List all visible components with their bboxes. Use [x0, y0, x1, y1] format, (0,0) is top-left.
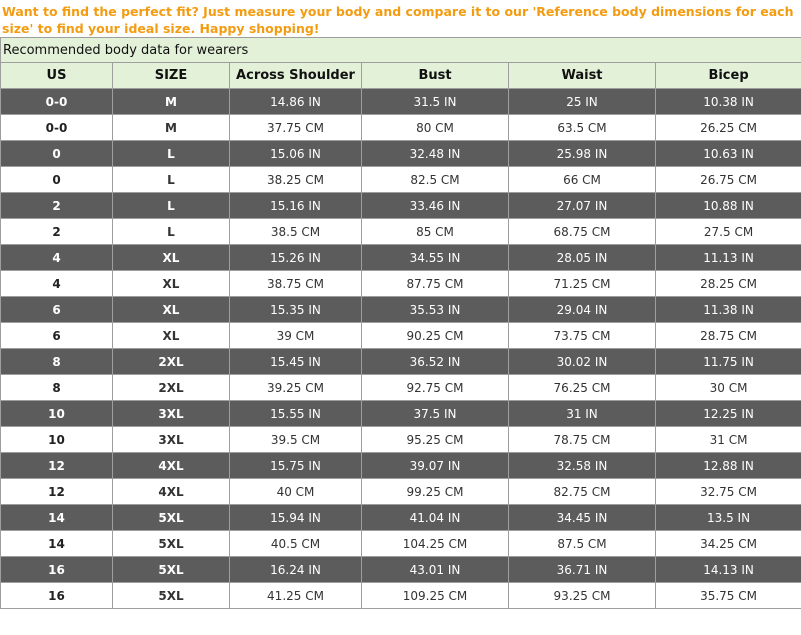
table-caption-row: [1, 38, 801, 63]
waist-cell: 36.71 IN: [509, 557, 656, 583]
bicep-cell: 10.88 IN: [656, 193, 801, 219]
us-cell: 8: [1, 349, 113, 375]
size-cell: 5XL: [113, 557, 230, 583]
waist-cell: 30.02 IN: [509, 349, 656, 375]
table-row: [1, 323, 801, 349]
bicep-cell: 12.25 IN: [656, 401, 801, 427]
column-header-us: US: [1, 63, 113, 89]
table-row: [1, 167, 801, 193]
bust-cell: 39.07 IN: [362, 453, 509, 479]
us-cell: 0: [1, 141, 113, 167]
bust-cell: 82.5 CM: [362, 167, 509, 193]
bust-cell: 104.25 CM: [362, 531, 509, 557]
us-cell: 4: [1, 271, 113, 297]
bicep-cell: 10.38 IN: [656, 89, 801, 115]
bust-cell: 35.53 IN: [362, 297, 509, 323]
us-cell: 14: [1, 531, 113, 557]
bust-cell: 43.01 IN: [362, 557, 509, 583]
bust-cell: 31.5 IN: [362, 89, 509, 115]
size-cell: 3XL: [113, 401, 230, 427]
bust-cell: 34.55 IN: [362, 245, 509, 271]
column-header-bust: Bust: [362, 63, 509, 89]
waist-cell: 31 IN: [509, 401, 656, 427]
across-shoulder-cell: 15.94 IN: [230, 505, 362, 531]
size-cell: 5XL: [113, 583, 230, 609]
us-cell: 10: [1, 401, 113, 427]
table-row: [1, 583, 801, 609]
across-shoulder-cell: 15.26 IN: [230, 245, 362, 271]
bust-cell: 36.52 IN: [362, 349, 509, 375]
bust-cell: 80 CM: [362, 115, 509, 141]
bicep-cell: 11.13 IN: [656, 245, 801, 271]
bicep-cell: 35.75 CM: [656, 583, 801, 609]
across-shoulder-cell: 38.75 CM: [230, 271, 362, 297]
bust-cell: 37.5 IN: [362, 401, 509, 427]
across-shoulder-cell: 15.06 IN: [230, 141, 362, 167]
waist-cell: 29.04 IN: [509, 297, 656, 323]
table-row: [1, 271, 801, 297]
us-cell: 0: [1, 167, 113, 193]
bust-cell: 32.48 IN: [362, 141, 509, 167]
waist-cell: 71.25 CM: [509, 271, 656, 297]
table-row: [1, 219, 801, 245]
waist-cell: 25.98 IN: [509, 141, 656, 167]
table-row: [1, 115, 801, 141]
bust-cell: 95.25 CM: [362, 427, 509, 453]
size-cell: 4XL: [113, 479, 230, 505]
column-header-size: SIZE: [113, 63, 230, 89]
size-cell: 3XL: [113, 427, 230, 453]
table-row: [1, 349, 801, 375]
bicep-cell: 28.25 CM: [656, 271, 801, 297]
size-cell: XL: [113, 323, 230, 349]
across-shoulder-cell: 39 CM: [230, 323, 362, 349]
across-shoulder-cell: 41.25 CM: [230, 583, 362, 609]
us-cell: 2: [1, 219, 113, 245]
us-cell: 16: [1, 557, 113, 583]
waist-cell: 82.75 CM: [509, 479, 656, 505]
across-shoulder-cell: 14.86 IN: [230, 89, 362, 115]
bust-cell: 33.46 IN: [362, 193, 509, 219]
waist-cell: 93.25 CM: [509, 583, 656, 609]
bust-cell: 109.25 CM: [362, 583, 509, 609]
bicep-cell: 11.75 IN: [656, 349, 801, 375]
waist-cell: 78.75 CM: [509, 427, 656, 453]
across-shoulder-cell: 40.5 CM: [230, 531, 362, 557]
table-row: [1, 453, 801, 479]
bicep-cell: 14.13 IN: [656, 557, 801, 583]
size-cell: M: [113, 89, 230, 115]
waist-cell: 87.5 CM: [509, 531, 656, 557]
size-cell: XL: [113, 297, 230, 323]
column-header-across-shoulder: Across Shoulder: [230, 63, 362, 89]
bicep-cell: 32.75 CM: [656, 479, 801, 505]
size-cell: 5XL: [113, 505, 230, 531]
column-header-waist: Waist: [509, 63, 656, 89]
waist-cell: 34.45 IN: [509, 505, 656, 531]
waist-cell: 66 CM: [509, 167, 656, 193]
waist-cell: 32.58 IN: [509, 453, 656, 479]
size-cell: L: [113, 219, 230, 245]
bicep-cell: 27.5 CM: [656, 219, 801, 245]
size-cell: 2XL: [113, 349, 230, 375]
bust-cell: 99.25 CM: [362, 479, 509, 505]
size-cell: L: [113, 193, 230, 219]
us-cell: 2: [1, 193, 113, 219]
table-row: [1, 427, 801, 453]
size-cell: 5XL: [113, 531, 230, 557]
size-cell: L: [113, 167, 230, 193]
us-cell: 6: [1, 323, 113, 349]
size-chart-table: [0, 37, 801, 609]
across-shoulder-cell: 38.5 CM: [230, 219, 362, 245]
waist-cell: 27.07 IN: [509, 193, 656, 219]
bicep-cell: 30 CM: [656, 375, 801, 401]
table-row: [1, 531, 801, 557]
bicep-cell: 34.25 CM: [656, 531, 801, 557]
waist-cell: 76.25 CM: [509, 375, 656, 401]
us-cell: 4: [1, 245, 113, 271]
bicep-cell: 13.5 IN: [656, 505, 801, 531]
table-row: [1, 401, 801, 427]
across-shoulder-cell: 38.25 CM: [230, 167, 362, 193]
size-cell: 4XL: [113, 453, 230, 479]
bicep-cell: 26.75 CM: [656, 167, 801, 193]
across-shoulder-cell: 15.45 IN: [230, 349, 362, 375]
us-cell: 14: [1, 505, 113, 531]
size-cell: L: [113, 141, 230, 167]
us-cell: 0-0: [1, 89, 113, 115]
column-header-bicep: Bicep: [656, 63, 801, 89]
table-row: [1, 375, 801, 401]
bicep-cell: 31 CM: [656, 427, 801, 453]
across-shoulder-cell: 15.75 IN: [230, 453, 362, 479]
table-row: [1, 479, 801, 505]
table-row: [1, 193, 801, 219]
table-row: [1, 505, 801, 531]
across-shoulder-cell: 39.5 CM: [230, 427, 362, 453]
size-cell: 2XL: [113, 375, 230, 401]
size-cell: XL: [113, 271, 230, 297]
table-row: [1, 297, 801, 323]
us-cell: 0-0: [1, 115, 113, 141]
bicep-cell: 26.25 CM: [656, 115, 801, 141]
bust-cell: 90.25 CM: [362, 323, 509, 349]
bust-cell: 85 CM: [362, 219, 509, 245]
bust-cell: 92.75 CM: [362, 375, 509, 401]
us-cell: 12: [1, 453, 113, 479]
intro-text: Want to find the perfect fit? Just measure your body and compare it to our 'Reference body dimensions for each size' to find your ideal size. Happy shopping!: [2, 4, 794, 36]
us-cell: 6: [1, 297, 113, 323]
us-cell: 8: [1, 375, 113, 401]
bicep-cell: 10.63 IN: [656, 141, 801, 167]
us-cell: 16: [1, 583, 113, 609]
waist-cell: 28.05 IN: [509, 245, 656, 271]
waist-cell: 63.5 CM: [509, 115, 656, 141]
bicep-cell: 11.38 IN: [656, 297, 801, 323]
us-cell: 10: [1, 427, 113, 453]
waist-cell: 68.75 CM: [509, 219, 656, 245]
bust-cell: 87.75 CM: [362, 271, 509, 297]
table-row: [1, 89, 801, 115]
table-header-row: [1, 63, 801, 89]
across-shoulder-cell: 15.35 IN: [230, 297, 362, 323]
size-cell: M: [113, 115, 230, 141]
across-shoulder-cell: 39.25 CM: [230, 375, 362, 401]
across-shoulder-cell: 40 CM: [230, 479, 362, 505]
waist-cell: 25 IN: [509, 89, 656, 115]
table-row: [1, 557, 801, 583]
us-cell: 12: [1, 479, 113, 505]
bicep-cell: 12.88 IN: [656, 453, 801, 479]
size-cell: XL: [113, 245, 230, 271]
bicep-cell: 28.75 CM: [656, 323, 801, 349]
across-shoulder-cell: 37.75 CM: [230, 115, 362, 141]
table-caption: Recommended body data for wearers: [1, 38, 801, 63]
table-row: [1, 141, 801, 167]
table-row: [1, 245, 801, 271]
bust-cell: 41.04 IN: [362, 505, 509, 531]
across-shoulder-cell: 16.24 IN: [230, 557, 362, 583]
across-shoulder-cell: 15.16 IN: [230, 193, 362, 219]
across-shoulder-cell: 15.55 IN: [230, 401, 362, 427]
waist-cell: 73.75 CM: [509, 323, 656, 349]
